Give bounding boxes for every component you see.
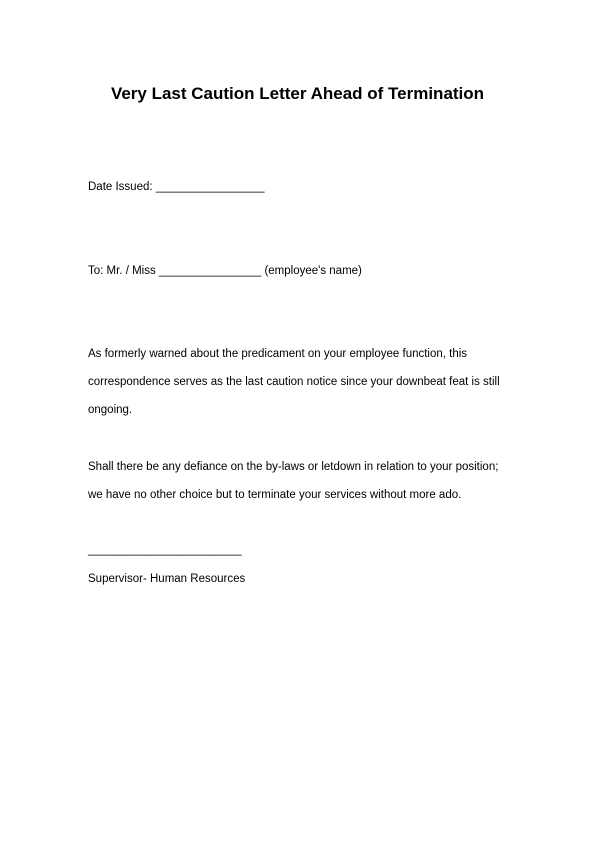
paragraph-line: As formerly warned about the predicament on your employee function, this [88,348,468,360]
signature-title: Supervisor- Human Resources [88,573,246,585]
date-issued-line: Date Issued: _________________ [88,181,265,193]
recipient-line: To: Mr. / Miss ________________ (employee's name) [88,265,362,277]
signature-line: ________________________ [88,544,242,556]
paragraph-line: we have no other choice but to terminate your services without more ado. [88,489,462,501]
paragraph-consequence [88,460,528,502]
paragraph-line: correspondence serves as the last caution notice since your downbeat feat is still [88,376,500,388]
paragraph-line: Shall there be any defiance on the by-laws or letdown in relation to your position; [88,461,499,473]
paragraph-line: ongoing. [88,404,133,416]
page-title: Very Last Caution Letter Ahead of Termination [110,84,485,103]
paragraph-warning [88,347,528,417]
